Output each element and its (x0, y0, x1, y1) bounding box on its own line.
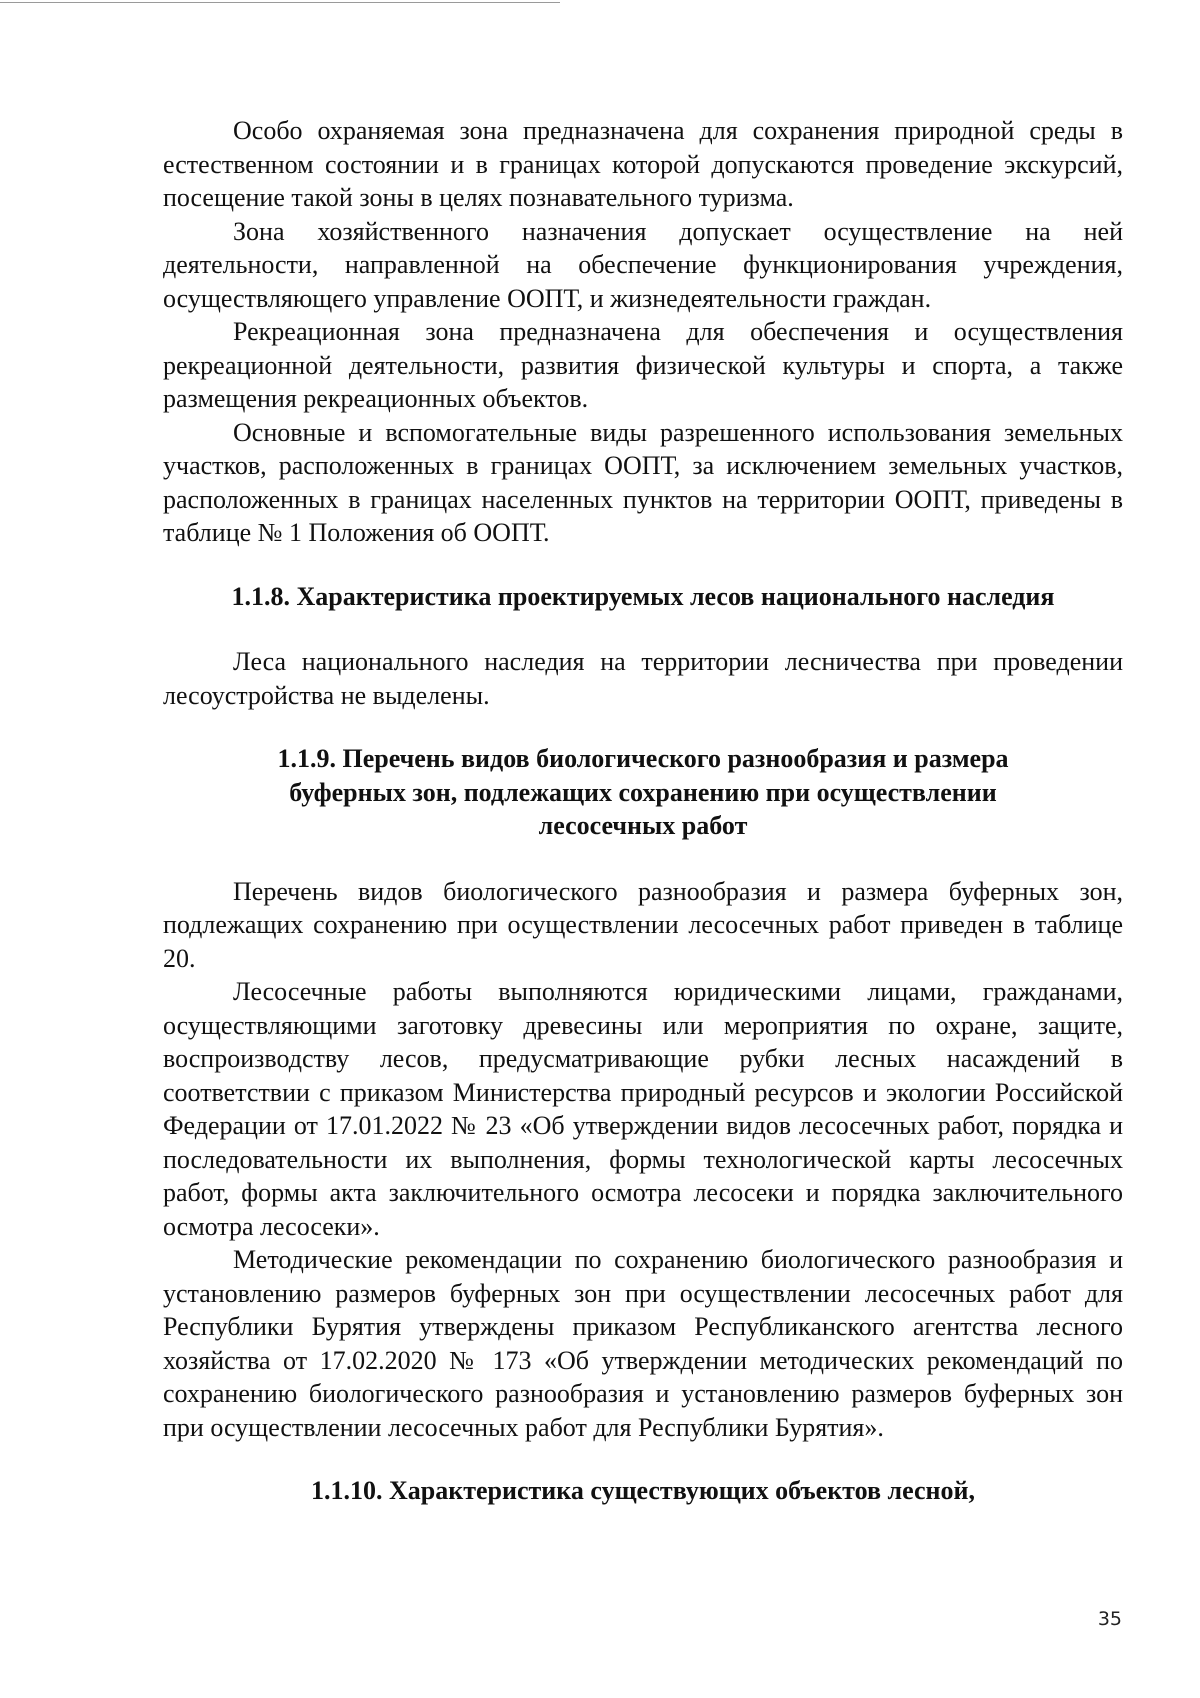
page-number: 35 (1097, 1608, 1122, 1630)
spacer (163, 843, 1123, 875)
heading-section-1-1-9: 1.1.9. Перечень видов биологического разнообразия и размера буферных зон, подлежащих сохранению при осуществлении лесосечных работ (277, 744, 1009, 840)
paragraph-recreation-zone: Рекреационная зона предназначена для обеспечения и осуществления рекреационной деятельности, развития физической культуры и спорта, а также размещения рекреационных объектов. (163, 317, 1123, 413)
document-body (163, 114, 1123, 1508)
paragraph-heritage-forests: Леса национального наследия на территории лесничества при проведении лесоустройства не выделены. (163, 647, 1123, 710)
spacer (163, 1444, 1123, 1474)
heading-section-1-1-8: 1.1.8. Характеристика проектируемых лесов национального наследия (231, 581, 1055, 611)
spacer (163, 613, 1123, 645)
paragraph-methodical-recommendations: Методические рекомендации по сохранению биологического разнообразия и установлению размеров буферных зон при осуществлении лесосечных работ для Республики Бурятия утверждены приказом Республиканского агентства лесного хозяйства от 17.02.2020 № 173 «Об утверждении методических рекомендаций по сохранению биологического разнообразия и установлению размеров буферных зон при осуществлении лесосечных работ для Республики Бурятия». (163, 1245, 1123, 1442)
paragraph-protected-zone: Особо охраняемая зона предназначена для сохранения природной среды в естественном состоянии и в границах которой допускаются проведение экскурсий, посещение такой зоны в целях познавательного туризма. (163, 116, 1123, 212)
spacer (163, 550, 1123, 580)
scan-edge-line (0, 2, 560, 3)
paragraph-biodiversity-list: Перечень видов биологического разнообразия и размера буферных зон, подлежащих сохранению при осуществлении лесосечных работ приведен в таблице 20. (163, 876, 1123, 973)
paragraph-logging-works: Лесосечные работы выполняются юридическими лицами, гражданами, осуществляющими заготовку древесины или мероприятия по охране, защите, воспроизводству лесов, предусматривающие рубки лесных насаждений в соответствии с приказом Министерства природный ресурсов и экологии Российской Федерации от 17.01.2022 № 23 «Об утверждении видов лесосечных работ, порядка и последовательности их выполнения, формы технологической карты лесосечных работ, формы акта заключительного осмотра лесосеки и порядка заключительного осмотра лесосеки». (163, 977, 1123, 1241)
heading-section-1-1-10: 1.1.10. Характеристика существующих объектов лесной, (311, 1476, 975, 1505)
paragraph-land-use: Основные и вспомогательные виды разрешенного использования земельных участков, расположенных в границах ООПТ, за исключением земельных участков, расположенных в границах населенных пунктов на территории ООПТ, приведены в таблице № 1 Положения об ООПТ. (163, 417, 1123, 547)
paragraph-economic-zone: Зона хозяйственного назначения допускает осуществление на ней деятельности, направленной на обеспечение функционирования учреждения, осуществляющего управление ООПТ, и жизнедеятельности граждан. (163, 216, 1123, 313)
spacer (163, 712, 1123, 742)
